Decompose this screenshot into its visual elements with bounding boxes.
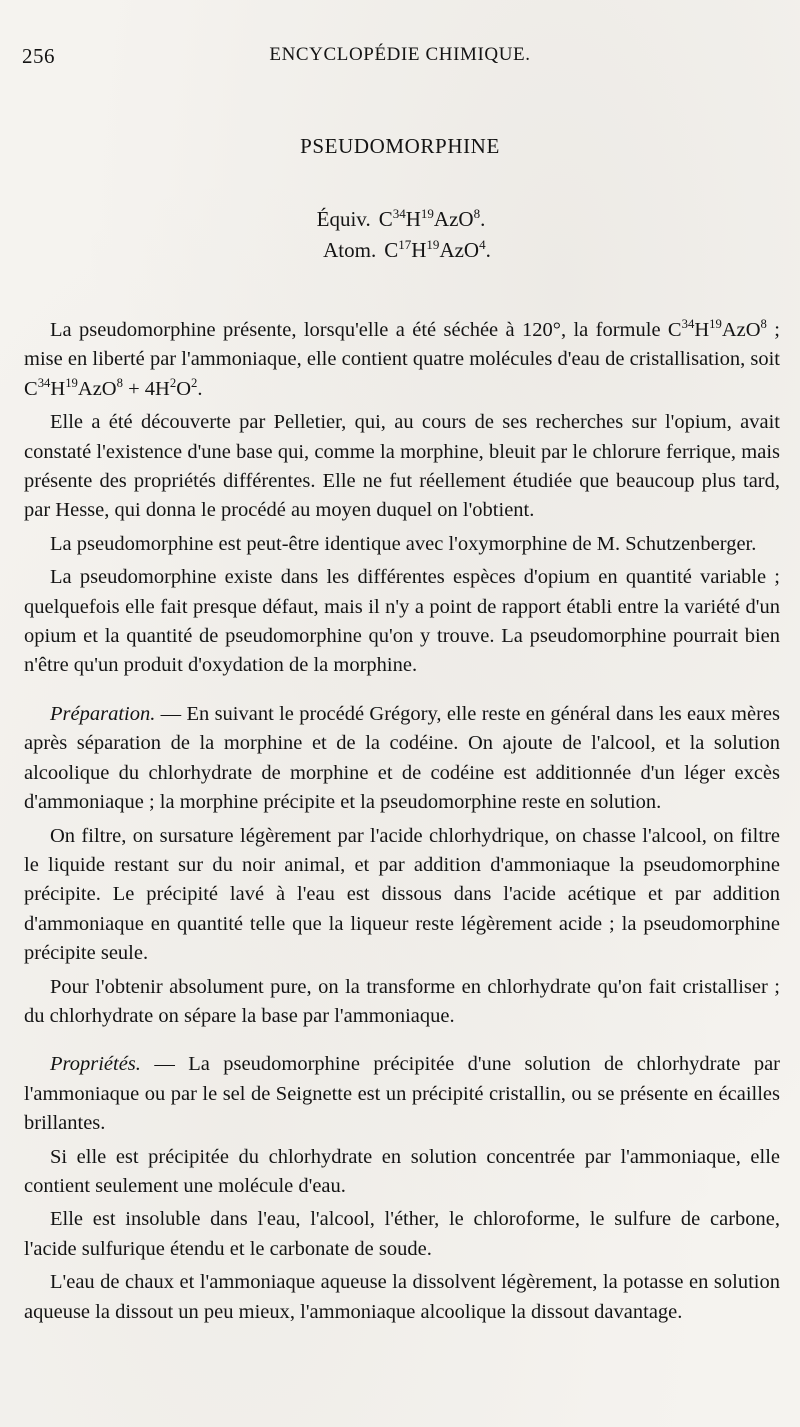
- paragraph-occurrence: La pseudomorphine existe dans les différentes espèces d'opium en quantité variable ; quelquefois elle fait presque défaut, mais il n'y a point de rapport établi entre la variété d'un opium et la quantité de pseudomorphine qu'on y trouve. La pseudomorphine pourrait bien n'être qu'un produit d'oxydation de la morphine.: [24, 566, 780, 677]
- paragraph-purification: Pour l'obtenir absolument pure, on la transforme en chlorhydrate qu'on fait cristalliser ; du chlorhydrate on sépare la base par l'ammoniaque.: [24, 975, 780, 1027]
- page-header: [22, 44, 778, 74]
- section-title: PSEUDOMORPHINE: [300, 134, 500, 158]
- running-title: ENCYCLOPÉDIE CHIMIQUE.: [269, 44, 531, 65]
- paragraph-discovery: Elle a été découverte par Pelletier, qui, au cours de ses recherches sur l'opium, avait constaté l'existence d'une base qui, comme la morphine, bleuit par le chlorure ferrique, mais présente des propriétés différentes. Elle ne fut réellement étudiée que beaucoup plus tard, par Hesse, qui donna le procédé au moyen duquel on l'obtient.: [24, 411, 780, 522]
- paragraph-water: Si elle est précipitée du chlorhydrate en solution concentrée par l'ammoniaque, elle contient seulement une molécule d'eau.: [24, 1145, 780, 1197]
- paragraph-oxymorphine: La pseudomorphine est peut-être identique avec l'oxymorphine de M. Schutzenberger.: [50, 532, 757, 555]
- body-text: [24, 316, 780, 1331]
- paragraph-preparation: Préparation. — En suivant le procédé Grégory, elle reste en général dans les eaux mères après séparation de la morphine et de la codéine. On ajoute de l'alcool, et la solution alcoolique du chlorhydrate de morphine et de codéine est additionnée d'un léger excès d'ammoniaque ; la morphine précipite et la pseudomorphine reste en solution.: [24, 702, 780, 814]
- paragraph-insolubility: Elle est insoluble dans l'eau, l'alcool, l'éther, le chloroforme, le sulfure de carbone, l'acide sulfurique étendu et le carbonate de soude.: [24, 1208, 780, 1260]
- equiv-label: Équiv.: [316, 207, 371, 231]
- equiv-formula: Équiv. $C^{34}H^{19}AzO^8$.: [316, 206, 486, 231]
- atom-label: Atom.: [323, 238, 377, 262]
- paragraph-properties: Propriétés. — La pseudomorphine précipitée d'une solution de chlorhydrate par l'ammoniaque ou par le sel de Seignette est un précipité cristallin, ou se présente en écailles brillantes.: [24, 1053, 780, 1135]
- atom-formula: Atom. $C^{17}H^{19}AzO^4$.: [323, 237, 491, 262]
- formula-block: [0, 204, 800, 266]
- paragraph-solubility: L'eau de chaux et l'ammoniaque aqueuse la dissolvent légèrement, la potasse en solution aqueuse la dissout un peu mieux, l'ammoniaque alcoolique la dissout davantage.: [24, 1271, 780, 1323]
- page-number: 256: [22, 44, 55, 68]
- paragraph-filtration: On filtre, on sursature légèrement par l'acide chlorhydrique, on chasse l'alcool, on filtre le liquide restant sur du noir animal, et par addition d'ammoniaque la pseudomorphine précipite. Le précipité lavé à l'eau est dissous dans l'acide acétique et par addition d'ammoniaque en quantité telle que la liqueur reste légèrement acide ; la pseudomorphine précipite seule.: [24, 824, 780, 965]
- paragraph-formula-intro: La pseudomorphine présente, lorsqu'elle a été séchée à 120°, la formule $C^{34}H^{19}AzO^8$ ; mise en liberté par l'ammoniaque, elle contient quatre molécules d'eau de cristallisation, soit $C^{34}H^{19}AzO^8 + 4H^2O^2$.: [24, 317, 780, 400]
